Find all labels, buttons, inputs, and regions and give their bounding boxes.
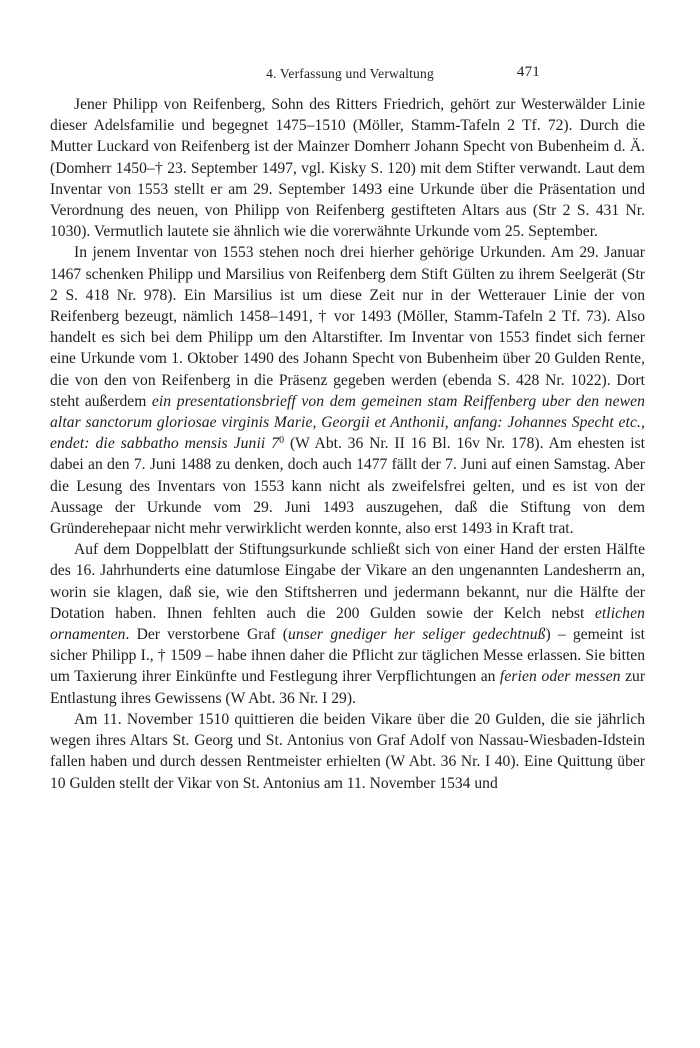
page-number: 471 [516, 64, 540, 80]
paragraph-2-superscript: 0 [279, 435, 285, 447]
paragraph-3-quote-1: etlichen ornamenten [50, 604, 645, 644]
paragraph-3-quote-2: unser gnediger her seliger gedechtnuß [287, 626, 546, 644]
paragraph-2 [50, 242, 645, 539]
paragraph-1: Jener Philipp von Reifenberg, Sohn des Ritters Friedrich, gehört zur Westerwälder Linie dieser Adelsfamilie und begegnet 1475–1510 (Möller, Stamm-Tafeln 2 Tf. 72). Durch die Mutter Luckard von Reifenberg ist der Mainzer Domherr Johann Specht von Bubenheim d. Ä. (Domherr 1450–† 23. September 1497, vgl. Kisky S. 120) mit dem Stifter verwandt. Laut dem Inventar von 1553 stellt er am 29. September 1493 eine Urkunde über die Präsentation und Verordnung des neuen, von Philipp von Reifenberg gestifteten Altars aus (Str 2 S. 431 Nr. 1030). Vermutlich lautete sie ähnlich wie die vorerwähnte Urkunde vom 25. September. [50, 96, 645, 241]
paragraph-2-quote: ein presentationsbrieff von dem gemeinen stam Reiffenberg uber den newen altar sanctorum gloriosae virginis Marie, Georgii et Anthonii, anfang: Johannes Specht etc., endet: die sabbatho mensis Junii 7 [50, 392, 646, 453]
running-head: 4. Verfassung und Verwaltung [266, 66, 434, 81]
paragraph-2-text-cont: (W Abt. 36 Nr. II 16 Bl. 16v Nr. 178). Am ehesten ist dabei an den 7. Juni 1488 zu denken, doch auch 1477 fällt der 7. Juni auf einen Samstag. Aber die Lesung des Inventars von 1553 kann nicht als zweifelsfrei gelten, und es ist von der Aussage der Urkunde vom 29. Juni 1493 auszugehen, daß die Stiftung von dem Gründerehepaar nicht mehr verwirklicht werden konnte, also erst 1493 in Kraft trat. [50, 435, 645, 538]
paragraph-3-text-2: . Der verstorbene Graf ( [125, 626, 288, 644]
paragraph-3 [50, 539, 645, 709]
paragraph-3-text: Auf dem Doppelblatt der Stiftungsurkunde schließt sich von einer Hand der ersten Hälfte des 16. Jahrhunderts eine datumlose Eingabe der Vikare an den ungenannten Landesherrn an, worin sie klagen, daß sie, wie den Stiftsherren und jedermann bekannt, nur die Hälfte der Dotation haben. Ihnen fehlten auch die 200 Gulden sowie der Kelch nebst [50, 541, 645, 622]
body-text [50, 94, 645, 794]
paragraph-3-text-4: zur Entlastung ihres Gewissens (W Abt. 36 Nr. I 29). [50, 668, 646, 707]
page-header [48, 64, 652, 86]
paragraph-3-text-3: ) – gemeint ist sicher Philipp I., † 1509 – habe ihnen daher die Pflicht zur täglichen Messe erlassen. Sie bitten um Taxierung ihrer Einkünfte und Festlegung ihrer Verpflichtungen an [50, 626, 645, 686]
paragraph-3-quote-3: ferien oder messen [499, 668, 621, 686]
paragraph-2-text: In jenem Inventar von 1553 stehen noch drei hierher gehörige Urkunden. Am 29. Januar 1467 schenken Philipp und Marsilius von Reifenberg dem Stift Gülten zu ihrem Seelgerät (Str 2 S. 418 Nr. 978). Ein Marsilius ist um diese Zeit nur in der Wetterauer Linie der von Reifenberg bezeugt, nämlich 1458–1491, † vor 1493 (Möller, Stamm-Tafeln 2 Tf. 73). Also handelt es sich bei dem Philipp um den Altarstifter. Im Inventar von 1553 findet sich ferner eine Urkunde vom 1. Oktober 1490 des Johann Specht von Bubenheim über 20 Gulden Rente, die von den von Reifenberg in die Präsenz gegeben werden (ebenda S. 428 Nr. 1022). Dort steht außerdem [50, 244, 645, 410]
paragraph-4: Am 11. November 1510 quittieren die beiden Vikare über die 20 Gulden, die sie jährlich wegen ihres Altars St. Georg und St. Antonius von Graf Adolf von Nassau-Wiesbaden-Idstein fallen haben und durch dessen Rentmeister erhielten (W Abt. 36 Nr. I 40). Eine Quittung über 10 Gulden stellt der Vikar von St. Antonius am 11. November 1534 und [50, 710, 645, 792]
